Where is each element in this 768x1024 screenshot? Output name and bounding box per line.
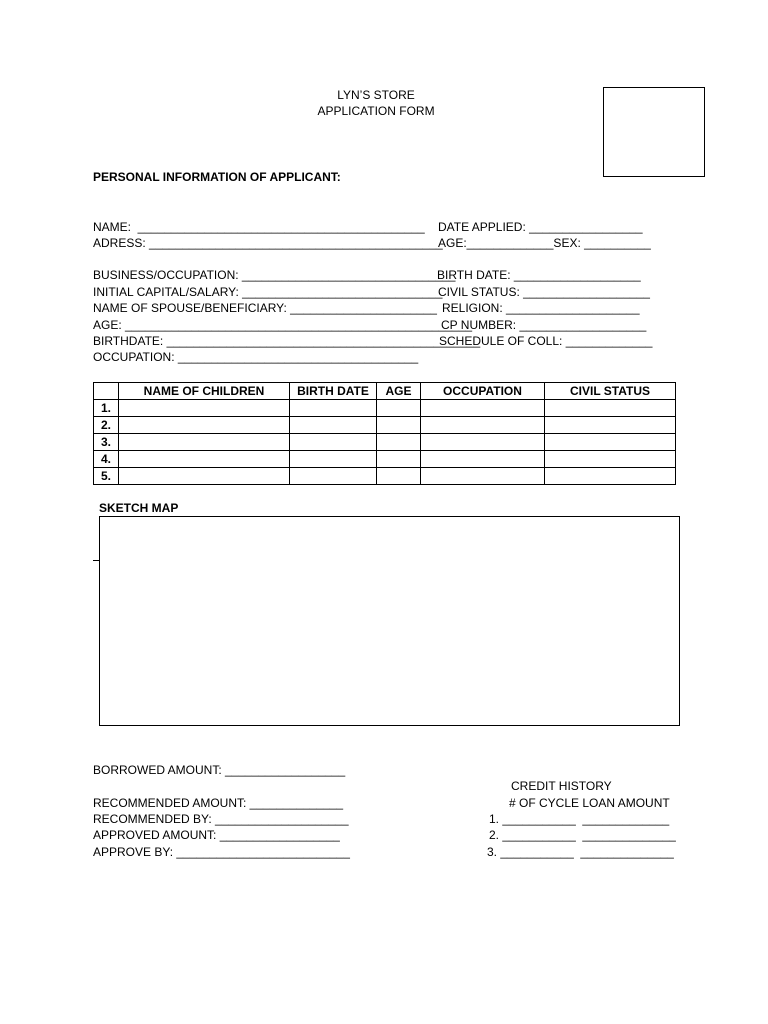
recommended-by-field[interactable]: RECOMMENDED BY: ____________________ [93, 812, 349, 826]
row-number: 3. [94, 434, 119, 451]
credit-line-2[interactable]: 2. ___________ ______________ [489, 828, 676, 842]
row-number: 4. [94, 451, 119, 468]
credit-line-1[interactable]: 1. ___________ _____________ [489, 812, 670, 826]
table-cell[interactable] [545, 451, 676, 468]
table-cell[interactable] [119, 417, 290, 434]
table-cell[interactable] [545, 434, 676, 451]
children-table [93, 382, 676, 485]
table-cell[interactable] [545, 417, 676, 434]
credit-history-title: CREDIT HISTORY [511, 779, 612, 793]
birthdate2-field[interactable]: BIRTHDATE: _______________________________________________ [93, 334, 481, 348]
address-field[interactable]: ADRESS: ____________________________________________ [93, 236, 443, 250]
table-cell[interactable] [377, 400, 421, 417]
schedule-field[interactable]: SCHEDULE OF COLL: _____________ [439, 334, 653, 348]
table-header-row [94, 383, 676, 400]
table-cell[interactable] [119, 400, 290, 417]
table-cell[interactable] [545, 400, 676, 417]
capital-field[interactable]: INITIAL CAPITAL/SALARY: ______________________________ [93, 285, 443, 299]
form-title: APPLICATION FORM [317, 104, 435, 118]
date-applied-field[interactable]: DATE APPLIED: _________________ [438, 220, 643, 234]
store-name: LYN’S STORE [337, 88, 415, 102]
table-cell[interactable] [290, 417, 377, 434]
table-row [94, 417, 676, 434]
table-header: OCCUPATION [421, 383, 545, 400]
table-row [94, 434, 676, 451]
table-row [94, 400, 676, 417]
table-cell[interactable] [421, 468, 545, 485]
table-cell[interactable] [290, 434, 377, 451]
birth-date-field[interactable]: BIRTH DATE: ___________________ [437, 268, 641, 282]
borrowed-amount-field[interactable]: BORROWED AMOUNT: __________________ [93, 763, 346, 777]
photo-box [603, 87, 705, 177]
approve-by-field[interactable]: APPROVE BY: __________________________ [93, 845, 350, 859]
row-number: 2. [94, 417, 119, 434]
age2-field[interactable]: AGE: ____________________________________________________ [93, 318, 473, 332]
row-number: 1. [94, 400, 119, 417]
credit-line-3[interactable]: 3. ___________ ______________ [487, 845, 674, 859]
credit-history-header: # OF CYCLE LOAN AMOUNT [509, 796, 670, 810]
table-row [94, 451, 676, 468]
occupation-field[interactable]: OCCUPATION: ____________________________________ [93, 350, 419, 364]
business-field[interactable]: BUSINESS/OCCUPATION: ________________________________ [93, 268, 456, 282]
table-cell[interactable] [545, 468, 676, 485]
approved-amount-field[interactable]: APPROVED AMOUNT: __________________ [93, 828, 340, 842]
sketch-map-label: SKETCH MAP [99, 501, 179, 515]
table-cell[interactable] [377, 468, 421, 485]
section-title: PERSONAL INFORMATION OF APPLICANT: [93, 170, 341, 184]
table-header: CIVIL STATUS [545, 383, 676, 400]
table-cell[interactable] [377, 451, 421, 468]
table-header [94, 383, 119, 400]
table-row [94, 468, 676, 485]
table-header: BIRTH DATE [290, 383, 377, 400]
table-header: NAME OF CHILDREN [119, 383, 290, 400]
sketch-map-box[interactable] [99, 516, 680, 726]
table-cell[interactable] [290, 468, 377, 485]
civil-status-field[interactable]: CIVIL STATUS: ___________________ [438, 285, 650, 299]
row-number: 5. [94, 468, 119, 485]
age-sex-field[interactable]: AGE:_____________SEX: __________ [438, 236, 651, 250]
spouse-field[interactable]: NAME OF SPOUSE/BENEFICIARY: ______________________ [93, 301, 437, 315]
cp-number-field[interactable]: CP NUMBER: ___________________ [441, 318, 647, 332]
table-cell[interactable] [377, 434, 421, 451]
table-cell[interactable] [119, 451, 290, 468]
recommended-amount-field[interactable]: RECOMMENDED AMOUNT: ______________ [93, 796, 344, 810]
table-cell[interactable] [377, 417, 421, 434]
religion-field[interactable]: RELIGION: ____________________ [442, 301, 640, 315]
table-cell[interactable] [421, 451, 545, 468]
table-cell[interactable] [290, 400, 377, 417]
table-cell[interactable] [421, 400, 545, 417]
name-field[interactable]: NAME: ___________________________________________ [93, 220, 425, 234]
table-cell[interactable] [421, 434, 545, 451]
table-cell[interactable] [421, 417, 545, 434]
table-header: AGE [377, 383, 421, 400]
table-cell[interactable] [119, 468, 290, 485]
table-cell[interactable] [290, 451, 377, 468]
table-cell[interactable] [119, 434, 290, 451]
